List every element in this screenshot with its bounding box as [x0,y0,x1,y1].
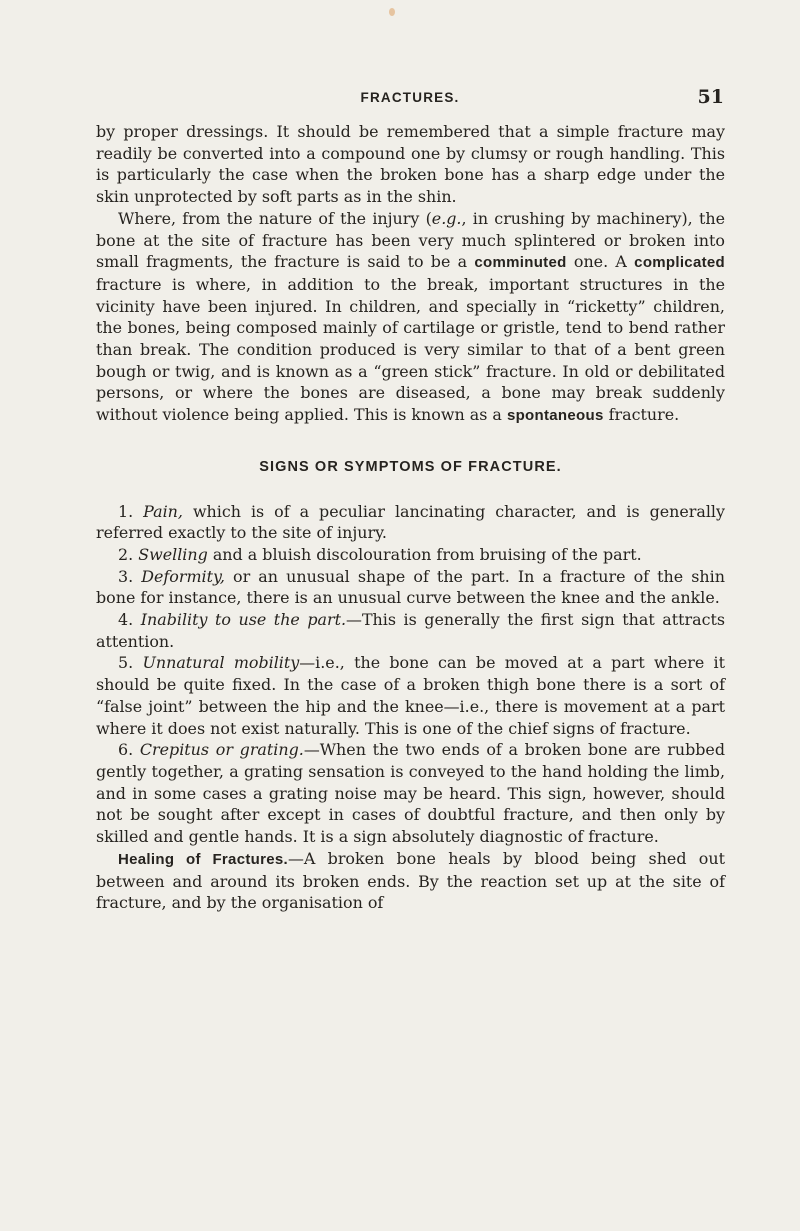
sign-number: 3. [118,566,142,586]
sign-text: —When the two ends of a broken bone are rubbed gently together, a grating sensation is conveyed to the hand holding the limb, and in some cases a grating noise may be heard. This sign, however, should not be sought after except in cases of doubtful fracture, and then only by skilled and gentle hands. It is a sign absolutely diagnostic of fracture. [96,740,725,847]
paragraph-healing [96,848,725,914]
sign-item-pain [96,501,725,544]
term-healing: Healing of Fractures. [118,850,288,868]
text-run: one. A [566,252,635,272]
sign-title: Unnatural mobility [142,653,300,673]
sign-title: Swelling [138,544,208,564]
running-header [96,86,724,110]
term-complicated: complicated [634,254,725,272]
term-spontaneous: spontaneous [506,407,604,425]
text-run: fracture. [603,405,680,425]
term-comminuted: comminuted [474,254,567,272]
sign-number: 6. [118,740,140,760]
sign-text: which is of a peculiar lancinating character, and is generally referred exactly to the site of injury. [96,501,725,543]
running-title: FRACTURES. [360,90,460,105]
sign-title: Crepitus or grating. [139,740,304,760]
paragraph-fracture-types [96,208,725,427]
sign-number: 5. [118,653,143,673]
sign-title: Deformity, [141,566,225,586]
page-number: 51 [697,86,724,108]
sign-item-swelling [96,544,725,566]
sign-item-crepitus [96,739,725,848]
sign-item-mobility [96,652,725,739]
paragraph-continuation: by proper dressings. It should be remembered that a simple fracture may readily be converted into a compound one by clumsy or rough handling. This is particularly the case when the broken bone has a sharp edge under the skin unprotected by soft parts as in the shin. [96,122,725,207]
healing-text: —A broken bone heals by blood being shed out between and around its broken ends. By the reaction set up at the site of fracture, and by the organisation of [96,848,725,913]
sign-number: 1. [118,501,144,521]
sign-title: Inability to use the part. [140,610,347,630]
abbrev-eg: e.g. [431,208,462,228]
sign-text: or an unusual shape of the part. In a fracture of the shin bone for instance, there is an unusual curve between the knee and the ankle. [96,566,725,608]
sign-number: 2. [118,544,139,564]
text-run: fracture is where, in addition to the break, important structures in the vicinity have been injured. In children, and specially in “ricketty” children, the bones, being composed mainly of cartilage or gristle, tend to bend rather than break. The condition produced is very similar to that of a bent green bough or twig, and is known as a “green stick” fracture. In old or debilitated persons, or where the bones are diseased, a bone may break suddenly without violence being applied. This is known as a [96,274,725,425]
body-text [96,121,725,914]
sign-text: and a bluish discolouration from bruising of the part. [207,544,642,564]
section-heading: SIGNS OR SYMPTOMS OF FRACTURE. [259,458,562,475]
sign-text: —i.e., the bone can be moved at a part where it should be quite fixed. In the case of a broken thigh bone there is a sort of “false joint” between the hip and the knee—i.e., there is movement at a part where it does not exist naturally. This is one of the chief signs of fracture. [96,653,726,738]
paper-blemish [389,8,395,16]
sign-number: 4. [118,610,141,630]
text-run: , in crushing by machinery), the bone at the site of fracture has been very much splintered or broken into small fragments, the fracture is said to be a [96,208,725,272]
sign-item-deformity [96,566,725,609]
sign-title: Pain, [143,501,183,521]
text-run: Where, from the nature of the injury ( [118,208,432,228]
sign-text: —This is generally the first sign that attracts attention. [96,610,726,651]
sign-item-inability [96,609,725,652]
